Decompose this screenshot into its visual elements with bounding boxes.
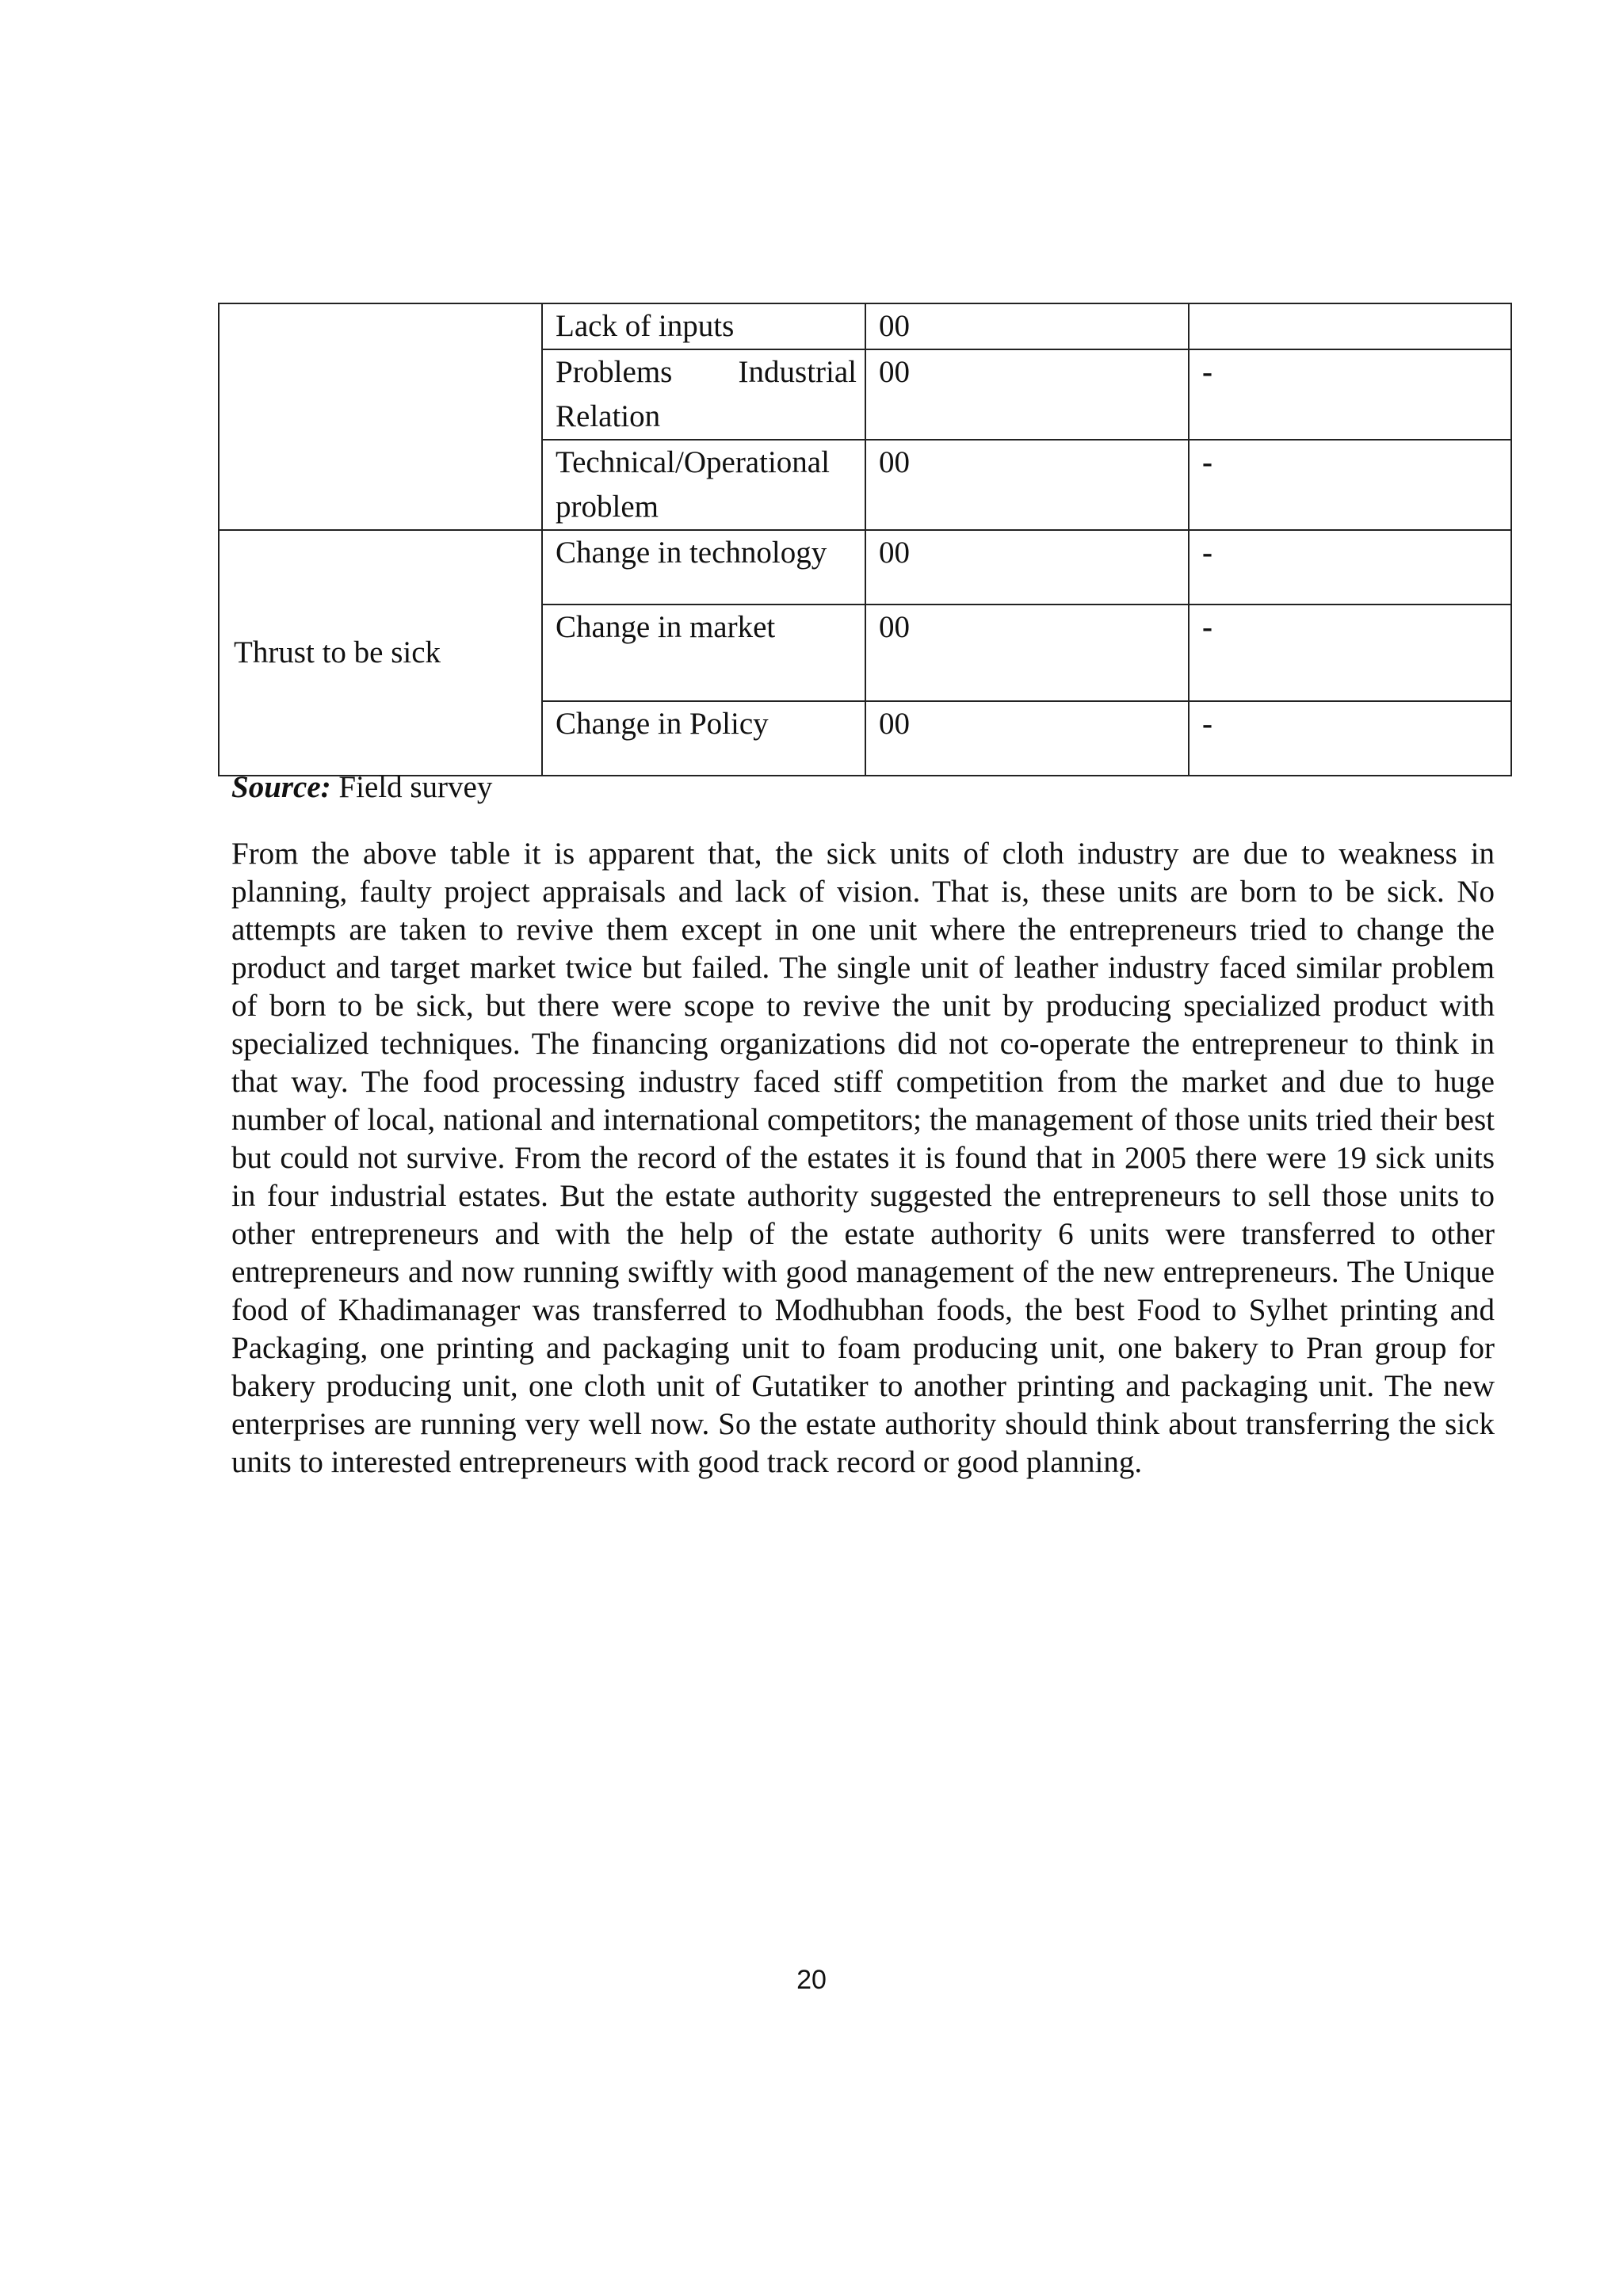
category-cell-blank (219, 303, 542, 530)
value-cell: 00 (865, 530, 1189, 605)
factor-word: Industrial (738, 355, 857, 389)
remark-cell: - (1189, 605, 1511, 701)
source-label: Source: (231, 770, 331, 804)
table-row (219, 530, 1511, 605)
remark-cell: - (1189, 530, 1511, 605)
value-cell: 00 (865, 440, 1189, 530)
factor-word: Relation (556, 399, 661, 433)
factor-cell: Lack of inputs (542, 303, 865, 349)
value-cell: 00 (865, 349, 1189, 440)
remark-cell: - (1189, 701, 1511, 776)
source-text: Field survey (330, 770, 493, 804)
value-cell: 00 (865, 303, 1189, 349)
table-source-note (231, 765, 492, 810)
value-cell: 00 (865, 605, 1189, 701)
remark-cell: - (1189, 349, 1511, 440)
remark-cell (1189, 303, 1511, 349)
remark-cell: - (1189, 440, 1511, 530)
page-number: 20 (796, 1965, 827, 1995)
factor-cell: Technical/Operational problem (542, 440, 865, 530)
table-row (219, 303, 1511, 349)
factor-word: Problems (556, 355, 673, 389)
factor-cell (542, 349, 865, 440)
factor-cell: Change in technology (542, 530, 865, 605)
sickness-causes-table (218, 303, 1512, 776)
factor-cell: Change in Policy (542, 701, 865, 776)
factor-cell: Change in market (542, 605, 865, 701)
body-paragraph: From the above table it is apparent that, the sick units of cloth industry are due to weakness in planning, faulty project appraisals and lack of vision. That is, these units are born to be sick. No attempts are taken to revive them except in one unit where the entrepreneurs tried to change the product and target market twice but failed. The single unit of leather industry faced similar problem of born to be sick, but there were scope to revive the unit by producing specialized product with specialized techniques. The financing organizations did not co-operate the entrepreneur to think in that way. The food processing industry faced stiff competition from the market and due to huge number of local, national and international competitors; the management of those units tried their best but could not survive. From the record of the estates it is found that in 2005 there were 19 sick units in four industrial estates. But the estate authority suggested the entrepreneurs to sell those units to other entrepreneurs and with the help of the estate authority 6 units were transferred to other entrepreneurs and now running swiftly with good management of the new entrepreneurs. The Unique food of Khadimanager was transferred to Modhubhan foods, the best Food to Sylhet printing and Packaging, one printing and packaging unit to foam producing unit, one bakery to Pran group for bakery producing unit, one cloth unit of Gutatiker to another printing and packaging unit. The new enterprises are running very well now. So the estate authority should think about transferring the sick units to interested entrepreneurs with good track record or good planning. (231, 837, 1495, 1479)
category-cell: Thrust to be sick (219, 530, 542, 776)
value-cell: 00 (865, 701, 1189, 776)
